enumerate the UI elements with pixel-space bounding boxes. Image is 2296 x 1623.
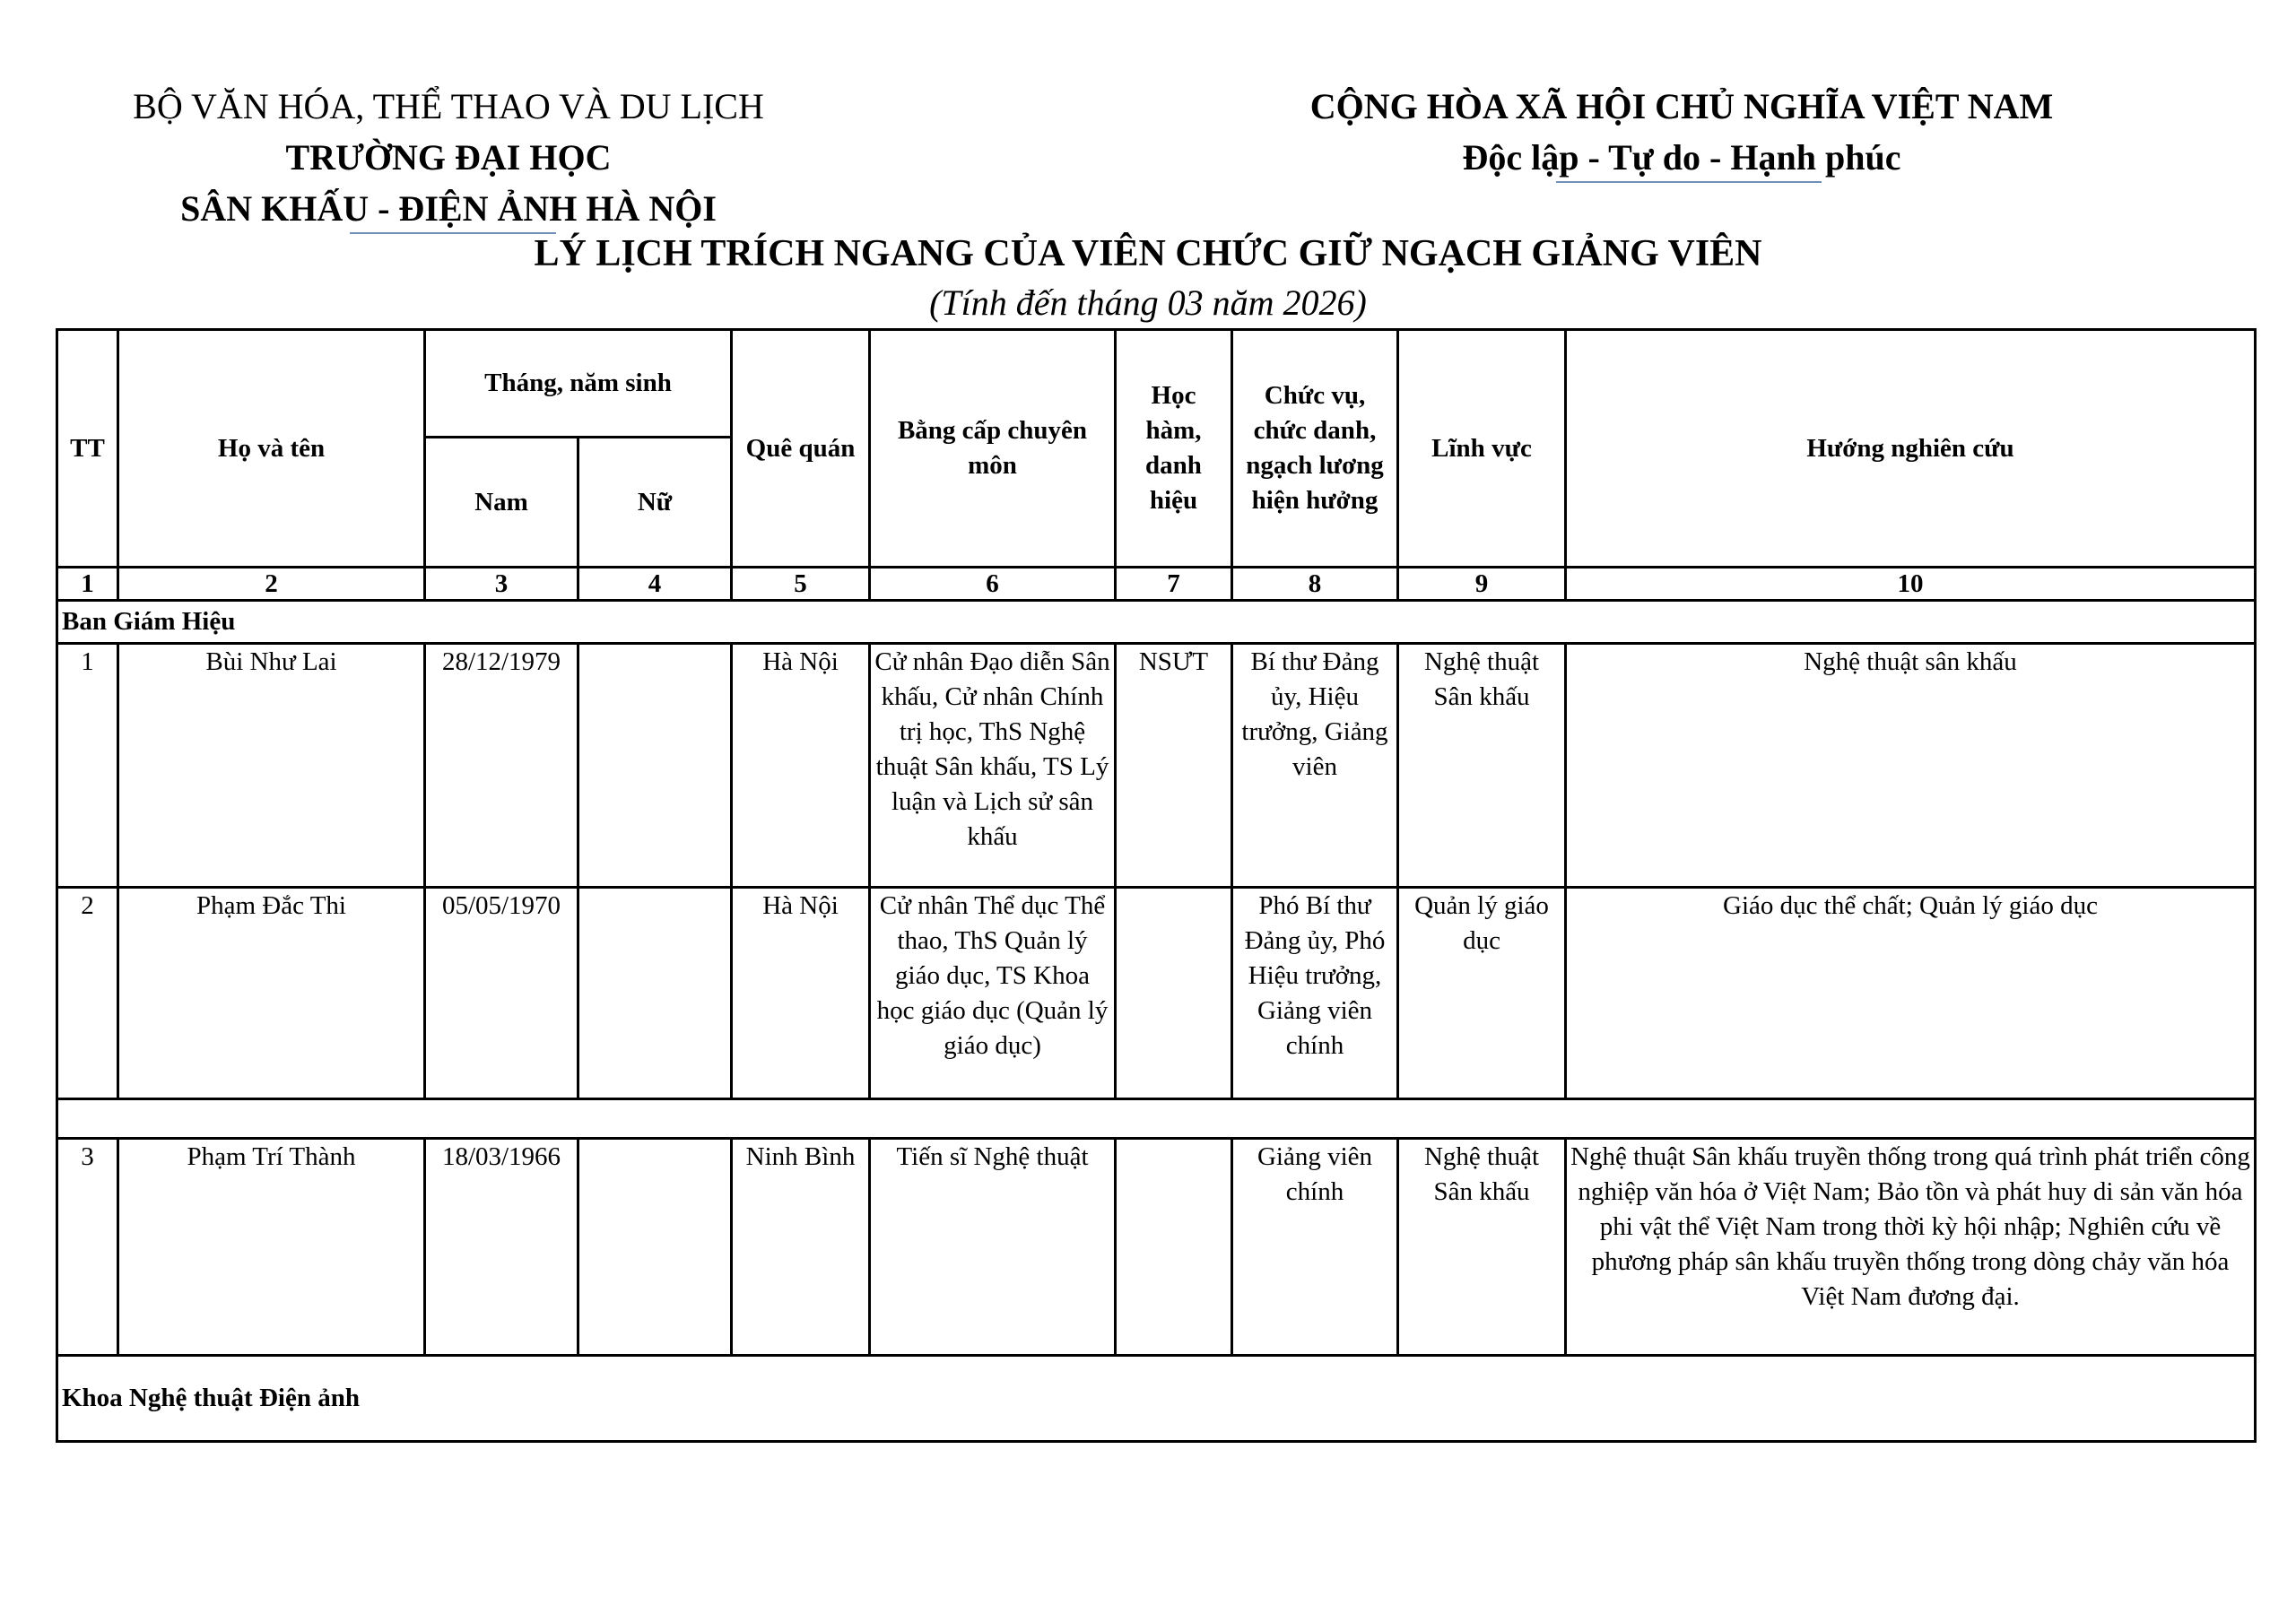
cell-position: Bí thư Đảng ủy, Hiệu trưởng, Giảng viên [1232,644,1398,888]
cell-hometown: Hà Nội [732,888,870,1099]
cell-title-rank [1116,1139,1232,1356]
cell-title-rank [1116,888,1232,1099]
cell-degree: Cử nhân Thể dục Thể thao, ThS Quản lý giáo dục, TS Khoa học giáo dục (Quản lý giáo dục) [870,888,1116,1099]
column-number: 3 [425,568,578,601]
cell-dob-male: 05/05/1970 [425,888,578,1099]
header-research: Hướng nghiên cứu [1566,330,2256,568]
document-title: LÝ LỊCH TRÍCH NGANG CỦA VIÊN CHỨC GIỮ NGẠCH GIẢNG VIÊN [534,233,1762,274]
cell-hometown: Hà Nội [732,644,870,888]
header-title-rank: Học hàm, danh hiệu [1116,330,1232,568]
header-male: Nam [425,438,578,568]
header-hometown: Quê quán [732,330,870,568]
cell-tt: 2 [57,888,118,1099]
column-number: 7 [1116,568,1232,601]
document-subtitle: (Tính đến tháng 03 năm 2026) [929,282,1367,323]
cell-dob-female [578,644,732,888]
table-header-row [57,330,2256,438]
header-name: Họ và tên [118,330,425,568]
column-number: 2 [118,568,425,601]
header-tt: TT [57,330,118,568]
cell-title-rank: NSƯT [1116,644,1232,888]
cell-field: Nghệ thuật Sân khấu [1398,1139,1566,1356]
header-degree: Bằng cấp chuyên môn [870,330,1116,568]
column-number: 9 [1398,568,1566,601]
header-right-underline [1556,181,1822,183]
cell-field: Nghệ thuật Sân khấu [1398,644,1566,888]
cell-name: Phạm Trí Thành [118,1139,425,1356]
ministry-name: BỘ VĂN HÓA, THỂ THAO VÀ DU LỊCH [133,86,764,126]
table-row [57,1139,2256,1356]
column-number: 4 [578,568,732,601]
school-name-line1: TRƯỜNG ĐẠI HỌC [285,137,612,178]
cell-dob-male: 18/03/1966 [425,1139,578,1356]
cell-position: Phó Bí thư Đảng ủy, Phó Hiệu trưởng, Giảng viên chính [1232,888,1398,1099]
cell-tt: 3 [57,1139,118,1356]
section-title-film-faculty: Khoa Nghệ thuật Điện ảnh [57,1356,2256,1442]
country-name: CỘNG HÒA XÃ HỘI CHỦ NGHĨA VIỆT NAM [1309,86,2054,126]
header-right [1256,81,2108,183]
cell-degree: Cử nhân Đạo diễn Sân khấu, Cử nhân Chính trị học, ThS Nghệ thuật Sân khấu, TS Lý luận và Lịch sử sân khấu [870,644,1116,888]
cell-research: Nghệ thuật Sân khấu truyền thống trong quá trình phát triển công nghiệp văn hóa ở Việt Nam; Bảo tồn và phát huy di sản văn hóa phi vật thể Việt Nam trong thời kỳ hội nhập; Nghiên cứu về phương pháp sân khấu truyền thống trong dòng chảy văn hóa Việt Nam đương đại. [1566,1139,2256,1356]
column-number: 1 [57,568,118,601]
cell-research: Giáo dục thể chất; Quản lý giáo dục [1566,888,2256,1099]
cell-hometown: Ninh Bình [732,1139,870,1356]
header-female: Nữ [578,438,732,568]
cell-name: Phạm Đắc Thi [118,888,425,1099]
table-row [57,888,2256,1099]
column-number: 6 [870,568,1116,601]
staff-table [56,328,2257,1443]
cell-research: Nghệ thuật sân khấu [1566,644,2256,888]
cell-dob-male: 28/12/1979 [425,644,578,888]
cell-dob-female [578,1139,732,1356]
school-name-line2: SÂN KHẤU - ĐIỆN ẢNH HÀ NỘI [180,188,717,229]
section-title-board: Ban Giám Hiệu [57,601,2256,644]
column-number-row [57,568,2256,601]
header-dob: Tháng, năm sinh [425,330,732,438]
cell-tt: 1 [57,644,118,888]
cell-name: Bùi Như Lai [118,644,425,888]
table-row [57,644,2256,888]
column-number: 8 [1232,568,1398,601]
national-motto: Độc lập - Tự do - Hạnh phúc [1462,137,1901,178]
blank-cell [57,1099,2256,1139]
section-row [57,1356,2256,1442]
header-position: Chức vụ, chức danh, ngạch lương hiện hưởng [1232,330,1398,568]
section-row [57,601,2256,644]
column-number: 5 [732,568,870,601]
header-field: Lĩnh vực [1398,330,1566,568]
column-number: 10 [1566,568,2256,601]
header-left [90,81,807,234]
cell-dob-female [578,888,732,1099]
cell-field: Quản lý giáo dục [1398,888,1566,1099]
cell-degree: Tiến sĩ Nghệ thuật [870,1139,1116,1356]
cell-position: Giảng viên chính [1232,1139,1398,1356]
blank-row [57,1099,2256,1139]
